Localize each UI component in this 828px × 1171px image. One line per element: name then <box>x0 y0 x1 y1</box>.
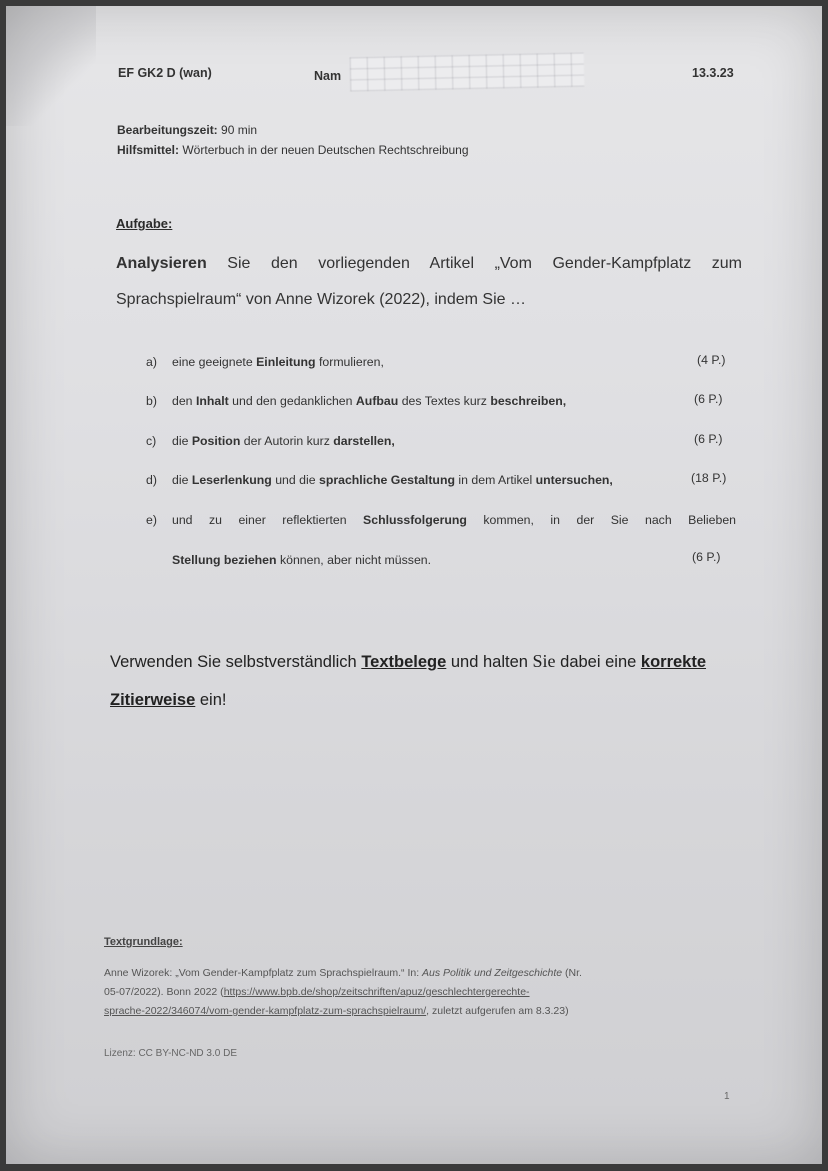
source-line3 <box>104 1005 569 1017</box>
task-item-phrase: der Autorin kurz <box>240 434 334 448</box>
name-field-redacted <box>350 53 585 92</box>
task-intro-verb: Analysieren <box>116 255 207 272</box>
course-label: EF GK2 D (wan) <box>118 66 212 80</box>
task-item <box>146 434 736 454</box>
source-text: (Nr. <box>562 967 582 979</box>
source-text: 05-07/2022). Bonn 2022 ( <box>104 986 224 998</box>
task-item-label: a) <box>146 355 157 369</box>
task-item-keyword: Einleitung <box>256 355 316 369</box>
aids-label: Hilfsmittel: <box>117 143 180 157</box>
instruction-emphasis-korrekte: korrekte <box>640 653 707 671</box>
task-item-phrase: in dem Artikel <box>454 473 536 487</box>
source-text: Anne Wizorek: „Vom Gender-Kampfplatz zum Sprachspielraum.“ In: <box>104 967 423 979</box>
task-item-phrase: formulieren, <box>315 355 384 369</box>
instruction-emphasis-zitierweise: Zitierweise <box>110 691 196 709</box>
task-item-points: (6 P.) <box>694 432 723 446</box>
task-item <box>146 394 736 414</box>
source-journal: Aus Politik und Zeitgeschichte <box>422 967 563 979</box>
source-line1 <box>104 967 728 979</box>
source-heading: Textgrundlage: <box>104 936 183 948</box>
instruction-text: Verwenden Sie selbstverständlich <box>110 653 362 671</box>
instruction-text: und halten <box>446 653 533 671</box>
task-item <box>146 473 736 493</box>
task-item-points: (4 P.) <box>697 353 726 367</box>
task-item-label: d) <box>146 473 157 487</box>
folded-corner <box>6 6 96 126</box>
task-item-phrase: können, aber nicht müssen. <box>276 553 432 567</box>
task-item-keyword: sprachliche Gestaltung <box>318 473 455 487</box>
task-item-text <box>172 473 613 487</box>
instruction-line2 <box>110 691 226 710</box>
task-item-points: (6 P.) <box>692 550 721 564</box>
time-label: Bearbeitungszeit: <box>117 123 218 137</box>
task-item-keyword: Inhalt <box>195 394 229 408</box>
task-item-label: c) <box>146 434 157 448</box>
task-item-keyword: Stellung beziehen <box>172 553 277 567</box>
task-item-keyword: Schlussfolgerung <box>363 513 467 527</box>
task-item-continuation <box>172 553 431 567</box>
task-item-points: (6 P.) <box>694 392 723 406</box>
task-item-text <box>172 355 384 369</box>
task-item-keyword: darstellen, <box>333 434 395 448</box>
task-item-phrase: des Textes kurz <box>398 394 491 408</box>
task-item-phrase: und den gedanklichen <box>228 394 356 408</box>
task-item-points: (18 P.) <box>691 471 727 485</box>
task-item-keyword: beschreiben, <box>490 394 567 408</box>
instruction-text: ein! <box>195 691 227 709</box>
instruction-emphasis-textbelege: Textbelege <box>361 653 447 671</box>
task-item <box>146 513 736 533</box>
time-line <box>117 123 257 137</box>
task-item-text <box>172 394 566 408</box>
task-item-keyword: untersuchen, <box>535 473 613 487</box>
instruction-handwritten-correction: Sie <box>532 651 556 671</box>
task-item-text <box>172 434 395 448</box>
task-item-keyword: Aufbau <box>355 394 399 408</box>
source-link[interactable]: sprache-2022/346074/vom-gender-kampfplatz-zum-sprachspielraum/ <box>104 1005 427 1017</box>
task-intro-text1: Sie den vorliegenden Artikel „Vom Gender-Kampfplatz zum <box>227 255 742 272</box>
time-value: 90 min <box>221 123 258 137</box>
task-item-phrase: die <box>172 434 192 448</box>
task-item-phrase: den <box>172 394 196 408</box>
source-link[interactable]: https://www.bpb.de/shop/zeitschriften/apuz/geschlechtergerechte- <box>223 986 530 998</box>
source-text: , zuletzt aufgerufen am 8.3.23) <box>426 1005 569 1017</box>
task-item-phrase: und die <box>271 473 319 487</box>
task-item <box>146 355 736 375</box>
task-item-label: e) <box>146 513 157 527</box>
date-label: 13.3.23 <box>692 66 734 80</box>
instruction-line1 <box>110 651 706 672</box>
task-item-phrase: die <box>172 473 192 487</box>
instruction-text: dabei eine <box>555 653 641 671</box>
task-intro-line2: Sprachspielraum“ von Anne Wizorek (2022), indem Sie … <box>116 291 526 308</box>
task-item-label: b) <box>146 394 157 408</box>
task-item-phrase: eine geeignete <box>172 355 257 369</box>
task-item-keyword: Leserlenkung <box>191 473 272 487</box>
source-line2 <box>104 986 530 998</box>
task-heading: Aufgabe: <box>116 216 173 231</box>
task-item-phrase: kommen, in der Sie nach Belieben <box>466 513 736 527</box>
task-item-keyword: Position <box>191 434 241 448</box>
page-number: 1 <box>724 1091 730 1102</box>
license-text: Lizenz: CC BY-NC-ND 3.0 DE <box>104 1048 238 1059</box>
aids-line <box>117 143 469 157</box>
aids-value: Wörterbuch in der neuen Deutschen Rechtschreibung <box>182 143 469 157</box>
task-item-phrase: und zu einer reflektierten <box>172 513 364 527</box>
task-item-text <box>172 513 736 527</box>
task-intro-line1 <box>116 255 742 273</box>
name-label: Nam <box>314 69 342 83</box>
